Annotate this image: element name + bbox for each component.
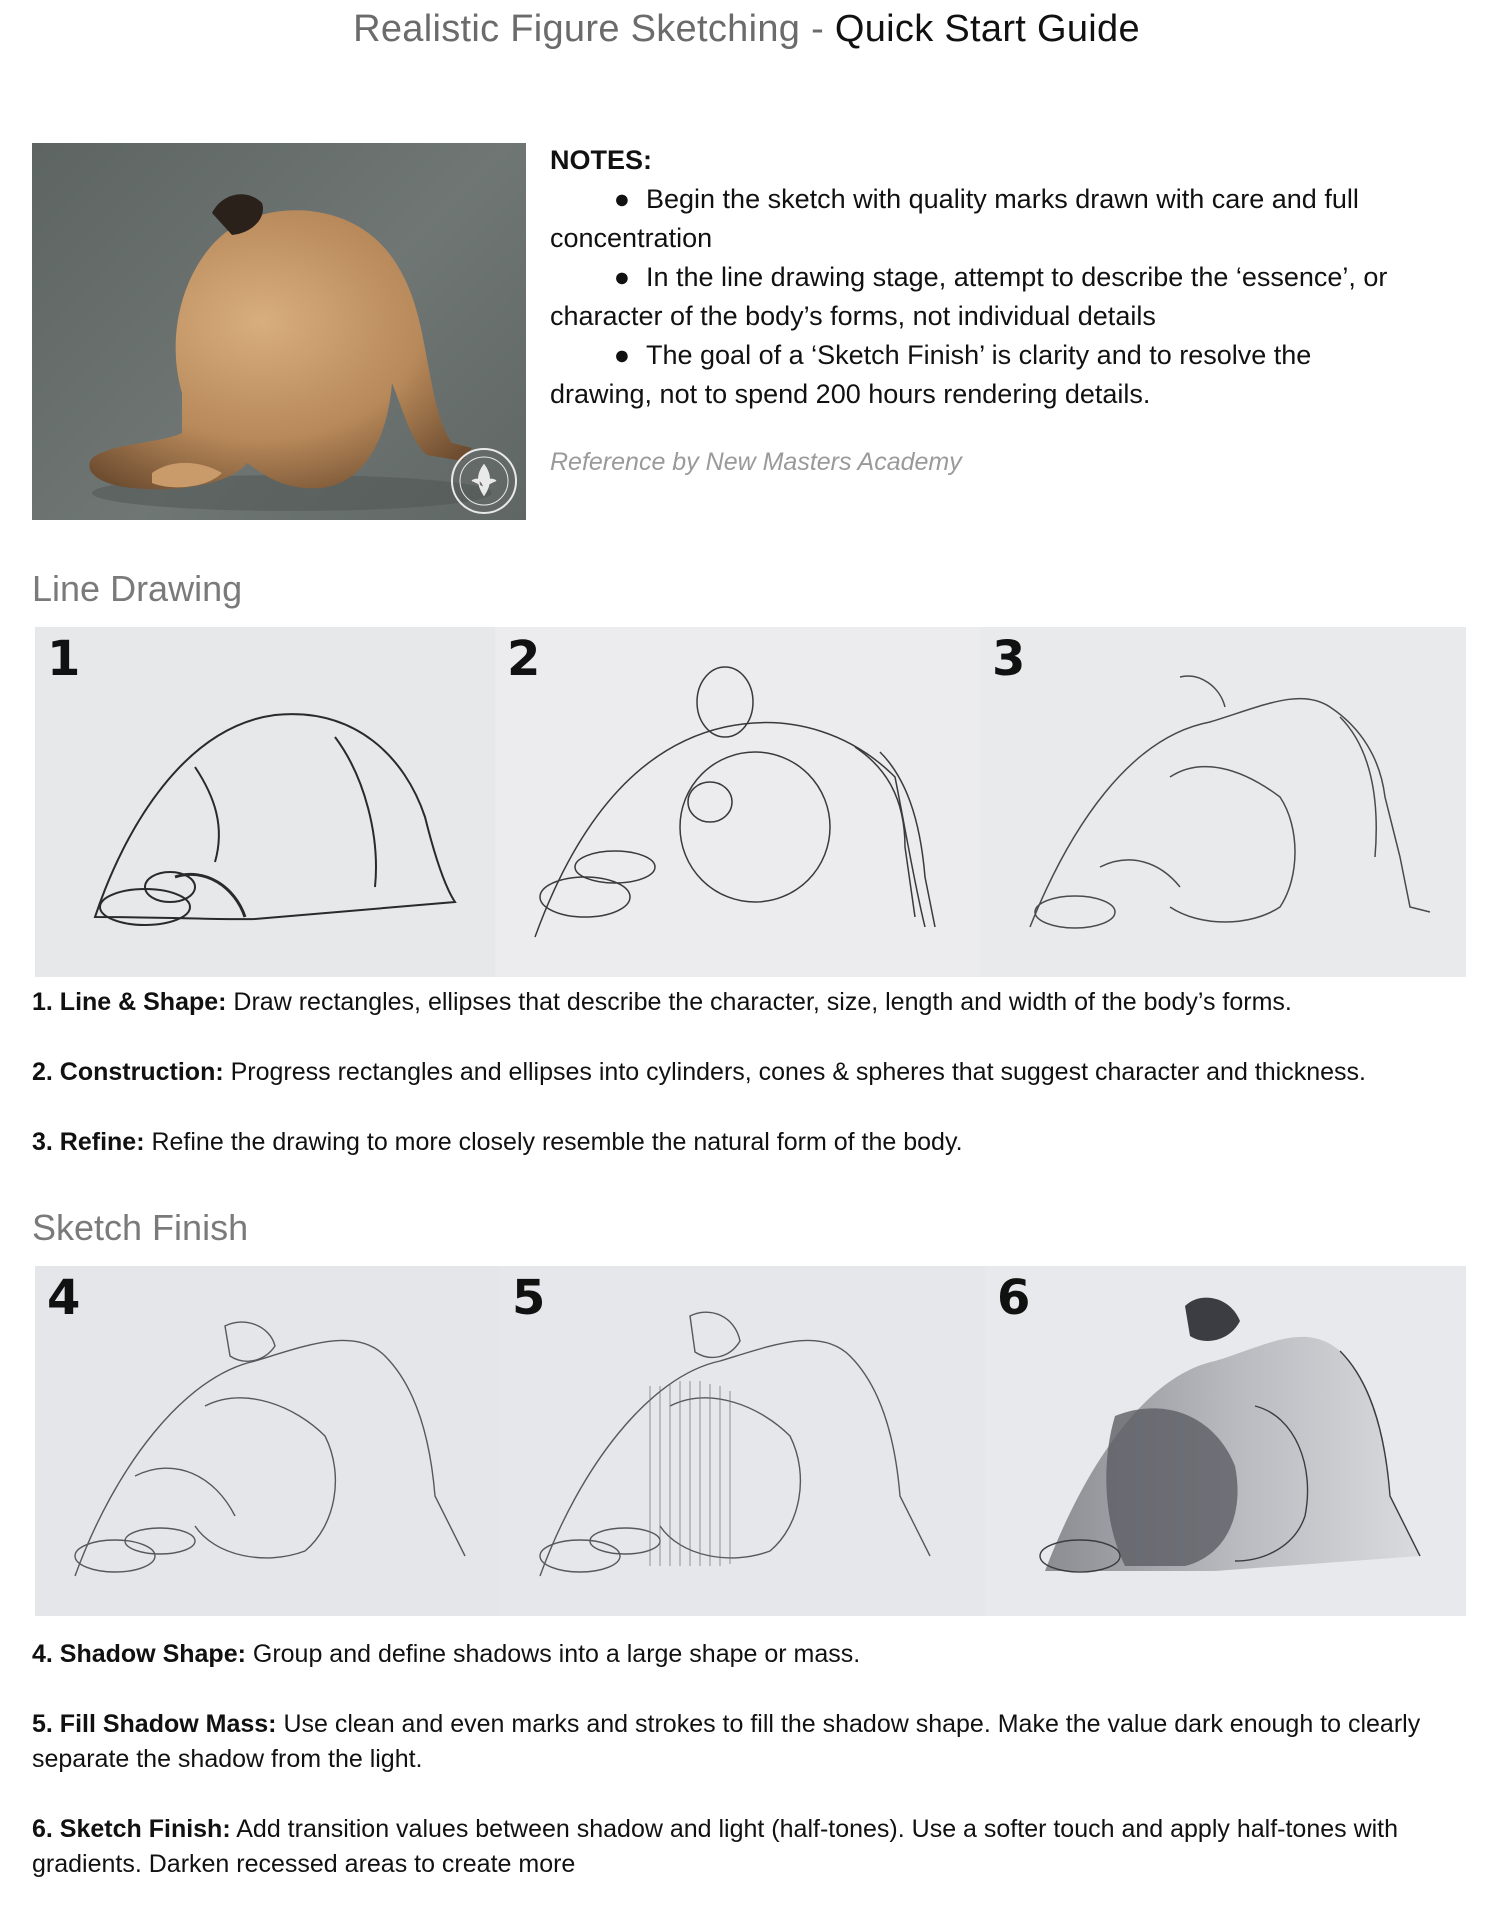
step-description bbox=[32, 1637, 1472, 1672]
notes-heading: NOTES: bbox=[550, 145, 653, 175]
sketch-panel bbox=[980, 627, 1466, 977]
step-text: Refine the drawing to more closely resemble the natural form of the body. bbox=[144, 1128, 963, 1156]
step-label: 3. Refine: bbox=[32, 1128, 145, 1156]
panel-number: 4 bbox=[47, 1270, 81, 1326]
note-text-cont: character of the body’s forms, not individual details bbox=[550, 301, 1156, 331]
notes-block bbox=[550, 141, 1460, 414]
note-text: Begin the sketch with quality marks drawn with care and full bbox=[646, 184, 1359, 214]
step-description bbox=[32, 1812, 1472, 1882]
step-label: 2. Construction: bbox=[32, 1058, 224, 1086]
step-description bbox=[32, 1707, 1472, 1777]
step-text: Use clean and even marks and strokes to fill the shadow shape. Make the value dark enough to clearly separate the shadow from the light. bbox=[32, 1710, 1421, 1773]
note-item bbox=[550, 258, 1460, 336]
reference-photo bbox=[32, 143, 526, 520]
panel-number: 5 bbox=[512, 1270, 546, 1326]
sketch-fill-shadow-icon bbox=[500, 1266, 985, 1616]
section-title-line-drawing: Line Drawing bbox=[32, 568, 243, 609]
sketch-finish-icon bbox=[985, 1266, 1466, 1616]
reference-credit: Reference by New Masters Academy bbox=[550, 448, 962, 476]
line-drawing-strip bbox=[35, 627, 1466, 977]
title-separator: - bbox=[811, 8, 825, 50]
bullet-icon: ● bbox=[613, 340, 630, 370]
sketch-panel bbox=[495, 627, 980, 977]
sketch-panel bbox=[500, 1266, 985, 1616]
note-item bbox=[550, 336, 1460, 414]
panel-number: 6 bbox=[997, 1270, 1031, 1326]
step-label: 6. Sketch Finish: bbox=[32, 1815, 231, 1843]
step-description bbox=[32, 1125, 1472, 1160]
step-label: 1. Line & Shape: bbox=[32, 988, 227, 1016]
step-description bbox=[32, 985, 1472, 1020]
sketch-construction-icon bbox=[495, 627, 980, 977]
reference-photo-figure-icon bbox=[32, 143, 526, 520]
step-text: Add transition values between shadow and light (half-tones). Use a softer touch and apply half-tones with gradients. Darken recessed areas to create more bbox=[32, 1815, 1399, 1878]
panel-number: 1 bbox=[47, 631, 81, 687]
sketch-shadow-shape-icon bbox=[35, 1266, 500, 1616]
sketch-panel bbox=[985, 1266, 1466, 1616]
note-text: In the line drawing stage, attempt to describe the ‘essence’, or bbox=[646, 262, 1388, 292]
note-text-cont: concentration bbox=[550, 223, 713, 253]
step-label: 5. Fill Shadow Mass: bbox=[32, 1710, 277, 1738]
note-item bbox=[550, 180, 1460, 258]
title-left: Realistic Figure Sketching bbox=[353, 8, 801, 50]
step-text: Group and define shadows into a large shape or mass. bbox=[245, 1640, 861, 1668]
note-text-cont: drawing, not to spend 200 hours rendering details. bbox=[550, 379, 1151, 409]
sketch-finish-strip bbox=[35, 1266, 1466, 1616]
step-text: Draw rectangles, ellipses that describe the character, size, length and width of the body’s forms. bbox=[226, 988, 1292, 1016]
step-description bbox=[32, 1055, 1472, 1090]
title-right: Quick Start Guide bbox=[834, 8, 1140, 50]
panel-number: 2 bbox=[507, 631, 541, 687]
page-title bbox=[0, 8, 1493, 51]
sketch-line-shape-icon bbox=[35, 627, 495, 977]
bullet-icon: ● bbox=[613, 184, 630, 214]
sketch-refine-icon bbox=[980, 627, 1466, 977]
step-text: Progress rectangles and ellipses into cylinders, cones & spheres that suggest character and thickness. bbox=[223, 1058, 1366, 1086]
sketch-panel bbox=[35, 627, 495, 977]
sketch-panel bbox=[35, 1266, 500, 1616]
step-label: 4. Shadow Shape: bbox=[32, 1640, 246, 1668]
note-text: The goal of a ‘Sketch Finish’ is clarity and to resolve the bbox=[646, 340, 1312, 370]
bullet-icon: ● bbox=[613, 262, 630, 292]
panel-number: 3 bbox=[992, 631, 1026, 687]
section-title-sketch-finish: Sketch Finish bbox=[32, 1207, 249, 1248]
